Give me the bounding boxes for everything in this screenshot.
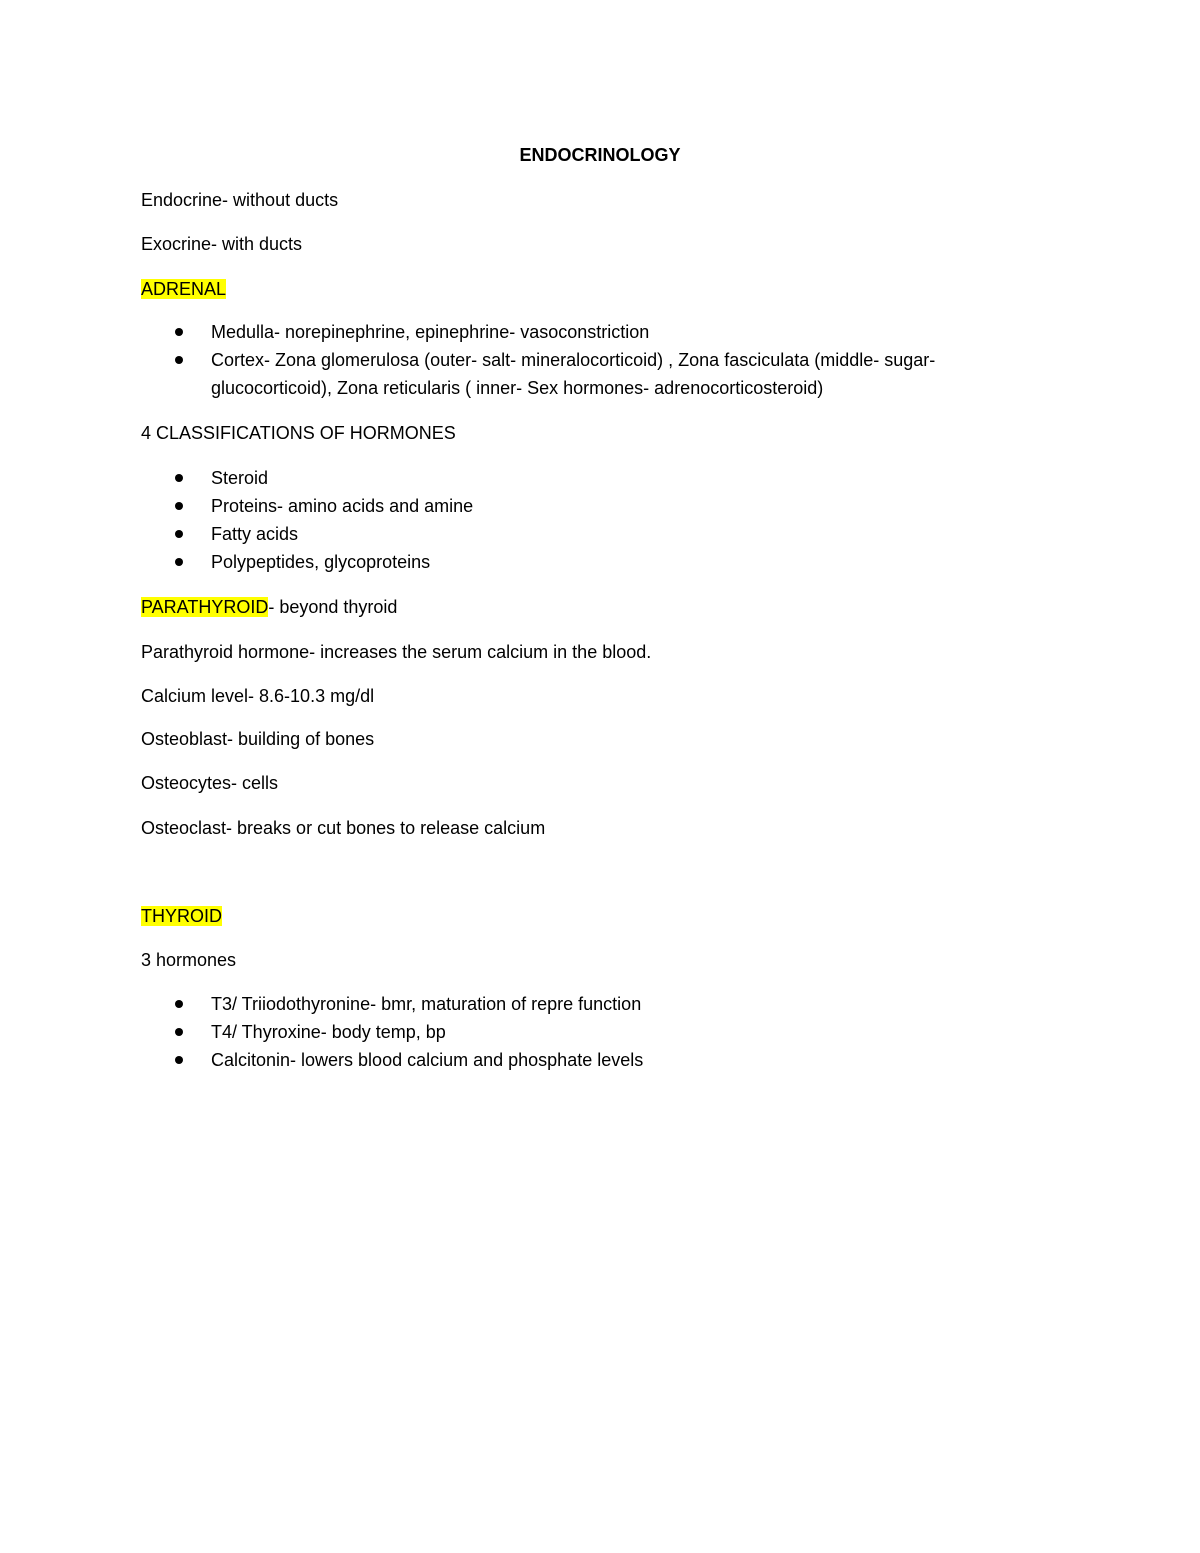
parathyroid-line: Osteoclast- breaks or cut bones to release calcium	[141, 818, 546, 838]
list-item	[141, 464, 1011, 492]
intro-line-endocrine: Endocrine- without ducts	[141, 190, 339, 210]
list-item-text: Fatty acids	[211, 524, 299, 544]
list-item	[141, 492, 1011, 520]
list-item-text: Medulla- norepinephrine, epinephrine- vasoconstriction	[211, 322, 650, 342]
parathyroid-heading-highlight: PARATHYROID	[141, 597, 269, 617]
thyroid-subheading: 3 hormones	[141, 950, 237, 970]
parathyroid-line: Osteocytes- cells	[141, 773, 279, 793]
bullet-icon	[175, 474, 183, 482]
intro-line-exocrine: Exocrine- with ducts	[141, 234, 303, 254]
bullet-icon	[175, 1056, 183, 1064]
parathyroid-heading	[141, 594, 397, 620]
bullet-icon	[175, 530, 183, 538]
bullet-icon	[175, 328, 183, 336]
adrenal-heading	[141, 276, 226, 302]
parathyroid-line: Parathyroid hormone- increases the serum calcium in the blood.	[141, 642, 652, 662]
list-item	[141, 1046, 1011, 1074]
bullet-icon	[175, 356, 183, 364]
list-item	[141, 318, 1011, 346]
parathyroid-heading-suffix: - beyond thyroid	[268, 597, 398, 617]
bullet-icon	[175, 502, 183, 510]
list-item	[141, 548, 1011, 576]
parathyroid-line: Osteoblast- building of bones	[141, 729, 375, 749]
list-item-text: Proteins- amino acids and amine	[211, 496, 474, 516]
list-item-text: Calcitonin- lowers blood calcium and phosphate levels	[211, 1050, 644, 1070]
list-item-text: Cortex- Zona glomerulosa (outer- salt- mineralocorticoid) , Zona fasciculata (middle- sugar- glucocorticoid), Zona reticularis ( inner- Sex hormones- adrenocorticosteroid)	[211, 350, 936, 398]
list-item-text: Polypeptides, glycoproteins	[211, 552, 431, 572]
classifications-list	[141, 464, 1011, 576]
parathyroid-line: Calcium level- 8.6-10.3 mg/dl	[141, 686, 375, 706]
bullet-icon	[175, 558, 183, 566]
bullet-icon	[175, 1000, 183, 1008]
bullet-icon	[175, 1028, 183, 1036]
list-item	[141, 346, 1011, 402]
thyroid-list	[141, 990, 1011, 1074]
list-item-text: Steroid	[211, 468, 269, 488]
list-item	[141, 1018, 1011, 1046]
adrenal-list	[141, 318, 1011, 402]
list-item-text: T4/ Thyroxine- body temp, bp	[211, 1022, 446, 1042]
list-item	[141, 990, 1011, 1018]
classifications-heading: 4 CLASSIFICATIONS OF HORMONES	[141, 423, 456, 443]
adrenal-heading-highlight: ADRENAL	[141, 279, 227, 299]
list-item-text: T3/ Triiodothyronine- bmr, maturation of repre function	[211, 994, 642, 1014]
list-item	[141, 520, 1011, 548]
document-title: ENDOCRINOLOGY	[519, 145, 681, 165]
thyroid-heading	[141, 903, 222, 929]
thyroid-heading-highlight: THYROID	[141, 906, 222, 926]
